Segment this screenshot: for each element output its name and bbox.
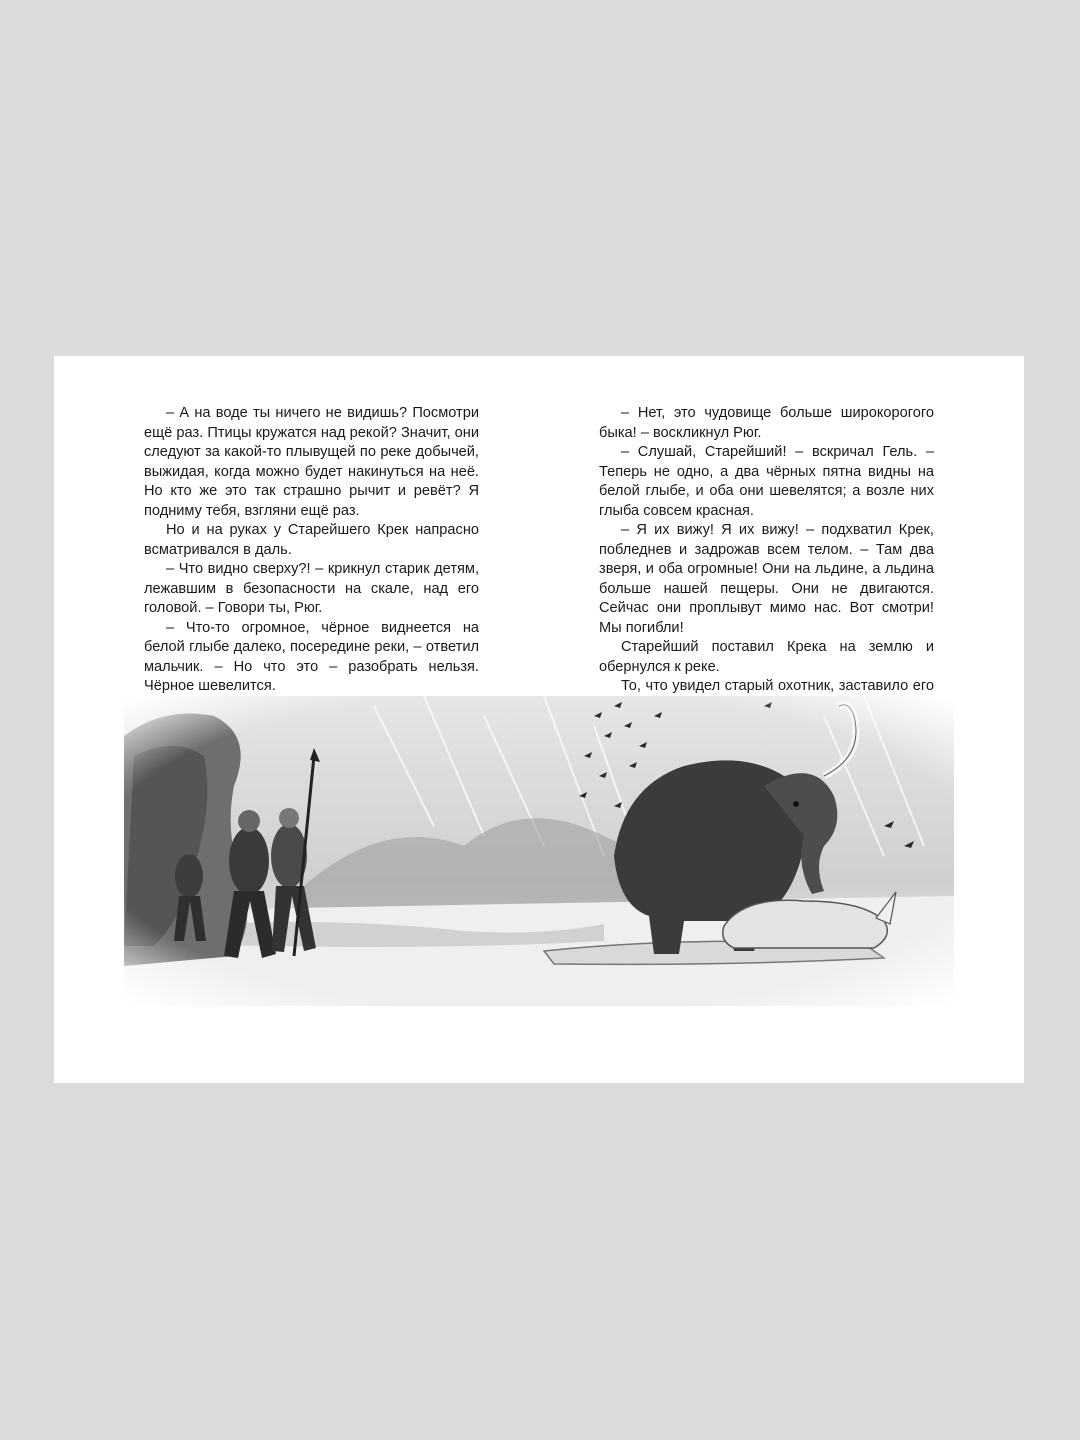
- right-page-text: [599, 404, 934, 736]
- paragraph: – Я их вижу! Я их вижу! – подхватил Крек, побледнев и задрожав всем телом. – Там два зверя, и оба огромные! Они на льдине, а льдина больше нашей пещеры. Они не двигаются. Сейчас они проплывут мимо нас. Вот смотри! Мы погибли!: [599, 522, 934, 636]
- paragraph: – Что-то огромное, чёрное виднеется на белой глыбе далеко, посередине реки, – ответил мальчик. – Но что это – разобрать нельзя. Чёрное шевелится.: [144, 619, 479, 694]
- vignette: [124, 696, 954, 1006]
- paragraph: То, что увидел старый охотник, заставило его: [621, 678, 934, 694]
- paragraph: Но и на руках у Старейшего Крек напрасно всматривался в даль.: [144, 522, 479, 558]
- left-page-text: [144, 404, 479, 736]
- paragraph: – Что видно сверху?! – крикнул старик детям, лежавшим в безопасности на скале, над его головой. – Говори ты, Рюг.: [144, 561, 479, 616]
- paragraph: – А на воде ты ничего не видишь? Посмотри ещё раз. Птицы кружатся над рекой? Значит, они следуют за какой-то плывущей по реке добычей, выжидая, когда можно будет накинуться на неё. Но кто же это так страшно рычит и ревёт? Я подниму тебя, взгляни ещё раз.: [144, 405, 479, 519]
- paragraph: – Нет, это чудовище больше широкорогого быка! – воскликнул Рюг.: [599, 405, 934, 441]
- illustration-drawing: [124, 696, 954, 1006]
- book-spread: [54, 356, 1024, 1083]
- paragraph: Старейший поставил Крека на землю и обернулся к реке.: [599, 639, 934, 675]
- illustration: [124, 696, 954, 1006]
- paragraph: – Слушай, Старейший! – вскричал Гель. – Теперь не одно, а два чёрных пятна видны на белой глыбе, и оба они шевелятся; а возле них глыба совсем красная.: [599, 444, 934, 519]
